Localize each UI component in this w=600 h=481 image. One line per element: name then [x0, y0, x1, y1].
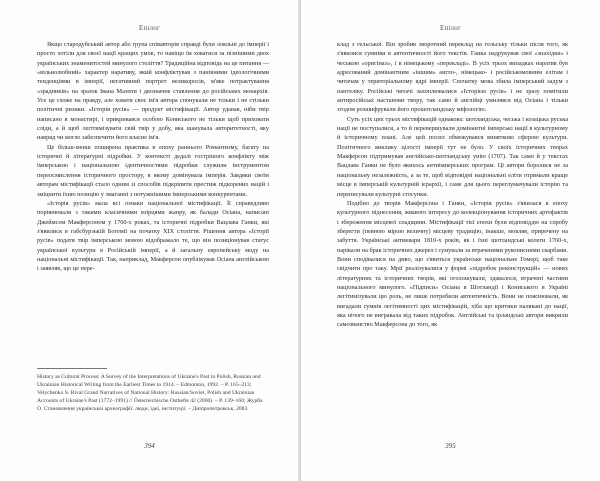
right-page [301, 0, 600, 481]
page-number-right: 395 [445, 442, 456, 450]
paragraph: «Історія русів» мала всі ознаки національної містифікації. Її справедливо порівнювали з такими класичними взірцями жанру, як балади Осіана, написані Джеймсом Макферсоном у 1760-х роках, та історичні підробки Вацлава Ганки, які з'явилися в габсбурзькій Богемії на початку ХІХ століття. Рішення автора «Історії русів» подати твір імперською мовою відображало те, що він позиціонував статус української культури в Російській імперії, а й загальну європейську моду на національні містифікації. Так, наприклад, Макферсон опублікував Осіана англійською і заявляв, що це пере- [37, 199, 269, 273]
paragraph: Це більш-менш поширена практика в епоху раннього Романтизму, багату на історичні й літературні підробки. У контексті дедалі гострішого конфлікту між імперською і національною ідентичностями підробки служили інструментом переосмислення історичного простору, в якому домінувала імперія. Завдяки своїм авторам містифікації стало одним зі способів підкріпити престиж підкорених націй і зміцнити їхню позицію у змаганні з потужнішими імперськими конкурентами. [37, 143, 269, 198]
paragraph: Суть усіх цих трьох містифікацій однакова: шотландська, чеська і козацька руська нації не поступалися, а то й перевершували домінантні імперські нації в культурному й історичному плані. Але цей посил обмежувався винятково сферою культури. Політичного виклику цілості імперії тут не було. У своїх історичних творах Макферсон підтримував англійсько-шотландську унію (1707). Так само й у текстах Вацлава Ганки не було якихось антиімперських програм. Ці автори боролися не за національну незалежність, а за те, щоб відповідні національні еліти отримали краще місце в імперській культурній ієрархії, і саме для цього переглумачували історію та переписували культурні стосунки. [337, 115, 568, 198]
paragraph: клад з гельської. Він зробив зворотний переклад на гельську тільки після того, як з'явилися сумніви в автентичності його текстів. Ганка надрукував свої «знахідки» і чеською «оригінал», і в німецькому «перекладі». В усіх трьох випадках наратив був адресований домінантним «іншим» англо-, німецько- і російськомовним елітам і читачам у територіальному ядрі імперії. Спочатку мова збила імперський задум з пантеліку. Російські читачі захоплювалися «Історією русів» і не зразу помітили антиросійські настанови твору, так само й англійці умилявся від Осіана і тільки згодом розшифрували його прошотландську міфологію. [337, 41, 568, 114]
paragraph: Подібно до творів Макферсона і Ганки, «Історія русів» з'явилася в епоху культурного піднесення, жвавого інтересу до колекціонування історичних артефактів і збереження місцевої спадщини. Містифікації тієї епохи були відповіддю на спробу зберегти (певною мірою величну) місцеву традицію, інакше, мовляв, приречену на забуття. Українські антиквари 1810-х років, як і їхні шотландські колеги 1760-х, нарікали на брак історичних джерел і сумували за втраченими рукописними скарбами. Вони сподівалися на диво, що з'явиться українське національне Гомері, щоб таке свідчити про таку. Мрії реалізувалися у формі «підробок реконструкцій» — нових літературних та історичних творів, які оголошували, здавалося, втрачені частини національного минулого. «Підписи» Осіана в Шотландії і Кониського в Україні легітимізували цю роль, не лише потребили автентичність. Вони не пояснювали, як вигадали сумнів легітимності цих містифікацій, хіба що критики налякані до нації, яка нічого не вигравала від таких підробок. Англійські та ірландські автори викрили самозванство Макферсона до того, як [337, 199, 569, 329]
footnote-rule [37, 368, 107, 369]
left-body-text [37, 40, 269, 274]
paragraph: Якщо стародубський автор або група співавторів справді були лояльні до імперії і просто хотіли для своєї нації кращих умов, то навіщо їм ховатися за пізнішими двох українських знаменитостей минулого століття? Традиційна відповідь на це питання — «вільнолюбний» характер наративу, який конфліктував з панівними ідеологічними тенденціями в імперії, негативний портрет великоросів, м'яке потрактування «зрадників» на зразок Івана Мазепи і двозначне ставлення до російських монархів. Усе це схоже на правду, але ховати своє ім'я автора спонукали не тільки і не стільки політичні ризики. «Історія русів» — продукт містифікації. Автор удавав, ніби твір написано в монастирі, і прикривався особою Кониського не тільки щоб приховати сліди, а й щоб легітимізувати свій твір у добу, яка шанувала авторитетності, яку навряд чи могло забезпечити його власне ім'я. [37, 41, 269, 142]
footnote [37, 368, 269, 413]
page-number-left: 394 [144, 442, 155, 450]
running-head-left: Епілог [138, 24, 161, 32]
left-page [0, 0, 299, 481]
running-head-right: Епілог [439, 24, 462, 32]
footnote-text: History as Cultural Process: A Survey of the Interpretations of Ukraine's Past in Polish, Russian and Ukrainian Historical Writing from the Earliest Times to 1914. – Edmonton, 1992. – P. 165–213; Velychenko S. Rival Grand Narratives of National History: Russian/Soviet, Polish and Ukrainian Accounts of Ukraine's Past (1772–1991) // Österreichische Osthefte 42 (2000). – P. 139–160; Журба О. Становлення української археографії: люди, ідеї, інституції. – Дніпропетровськ, 2003. [37, 374, 263, 413]
right-body-text [337, 40, 568, 330]
